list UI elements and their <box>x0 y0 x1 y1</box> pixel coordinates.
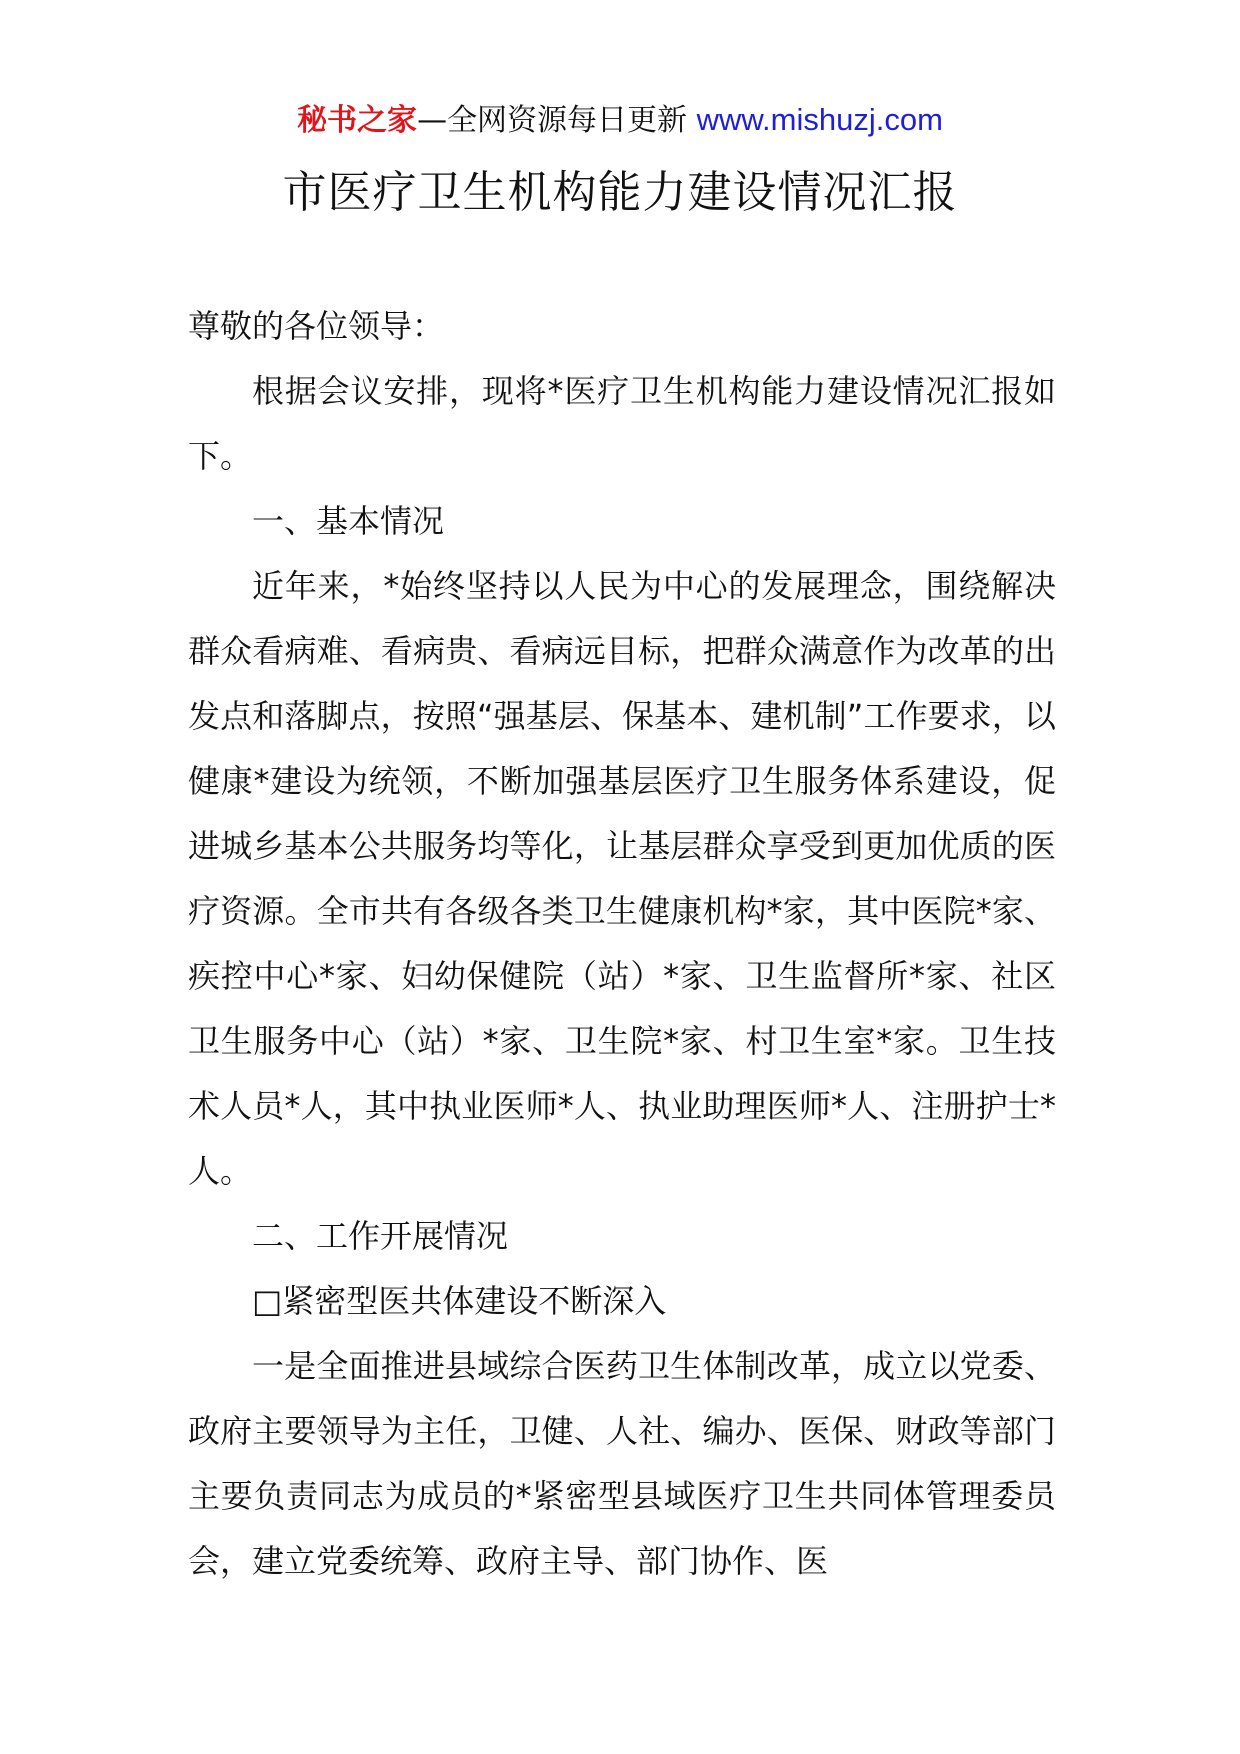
paragraph-basic-situation: 近年来，*始终坚持以人民为中心的发展理念，围绕解决群众看病难、看病贵、看病远目标，把群众满意作为改革的出发点和落脚点，按照“强基层、保基本、建机制”工作要求，以健康*建设为统领，不断加强基层医疗卫生服务体系建设，促进城乡基本公共服务均等化，让基层群众享受到更加优质的医疗资源。全市共有各级各类卫生健康机构*家，其中医院*家、疾控中心*家、妇幼保健院（站）*家、卫生监督所*家、社区卫生服务中心（站）*家、卫生院*家、村卫生室*家。卫生技术人员*人，其中执业医师*人、执业助理医师*人、注册护士*人。 <box>188 567 1056 1190</box>
document-title: 市医疗卫生机构能力建设情况汇报 <box>282 167 958 218</box>
site-slogan: —全网资源每日更新 <box>417 103 688 138</box>
subheading-medical-community: □紧密型医共体建设不断深入 <box>252 1282 667 1320</box>
section-heading-basic: 一、基本情况 <box>252 502 445 540</box>
paragraph-intro: 根据会议安排，现将*医疗卫生机构能力建设情况汇报如下。 <box>188 372 1056 475</box>
section-heading-work: 二、工作开展情况 <box>252 1217 509 1255</box>
paragraph-reform: 一是全面推进县域综合医药卫生体制改革，成立以党委、政府主要领导为主任，卫健、人社、编办、医保、财政等部门主要负责同志为成员的*紧密型县域医疗卫生共同体管理委员会，建立党委统筹、政府主导、部门协作、医 <box>188 1347 1056 1580</box>
document-body <box>188 294 1056 1594</box>
salutation: 尊敬的各位领导： <box>188 307 445 345</box>
site-banner <box>0 100 1240 141</box>
site-url-link[interactable]: www.mishuzj.com <box>696 102 943 137</box>
site-brand-name: 秘书之家 <box>297 103 418 138</box>
